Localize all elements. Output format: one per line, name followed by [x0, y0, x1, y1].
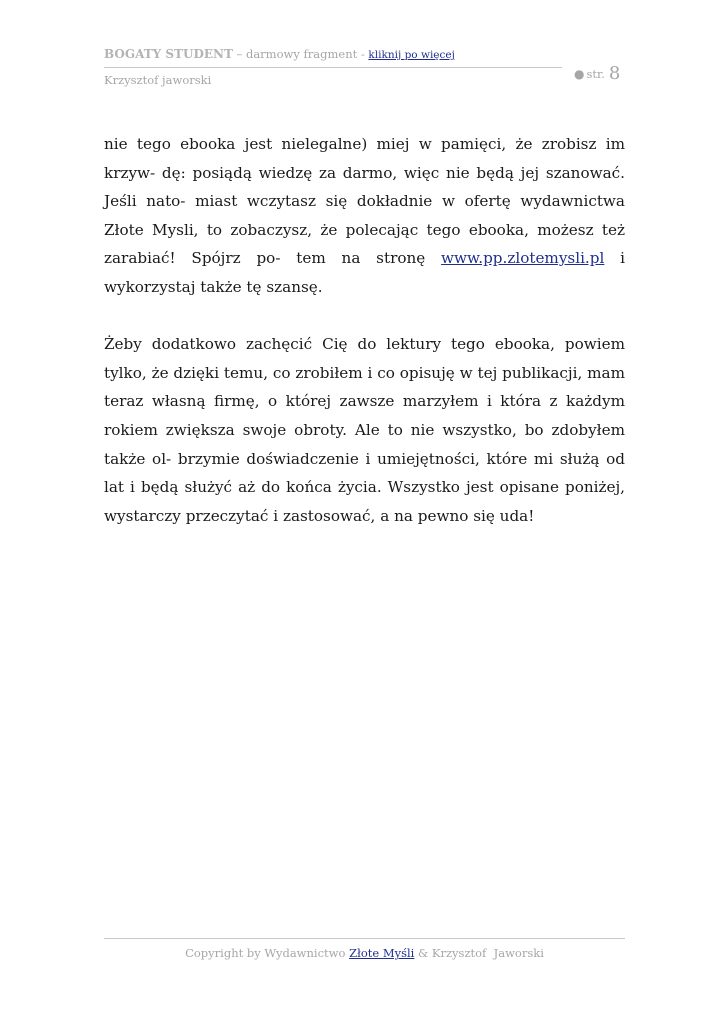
header-divider: [104, 67, 562, 68]
page-footer: [104, 946, 625, 960]
header-author: Krzysztof jaworski: [104, 73, 212, 87]
header-title-line: [104, 46, 624, 62]
footer-copyright: Copyright by Wydawnictwo: [185, 946, 350, 960]
footer-author: & Krzysztof Jaworski: [414, 946, 544, 960]
paragraph-1: [104, 130, 625, 302]
bullet-icon: ●: [574, 67, 585, 81]
website-link[interactable]: www.pp.zlotemysli.pl: [441, 249, 605, 268]
paragraph-1-text: nie tego ebooka jest nielegalne) miej w pamięci, że zrobisz im krzyw- dę: posiądą wiedzę za darmo, więc nie będą jej szanować. Jeśli nato- miast wczytasz się dokładnie w ofertę wydawnictwa Złote Mysli, to zobaczysz, że polecając tego ebooka, możesz też zarabiać! Spójrz po- tem na stronę: [104, 135, 625, 268]
paragraph-2: Żeby dodatkowo zachęcić Cię do lektury tego ebooka, powiem tylko, że dzięki temu, co zrobiłem i co opisuję w tej publikacji, mam teraz własną firmę, o której zawsze marzyłem i która z każdym rokiem zwiększa swoje obroty. Ale to nie wszystko, bo zdobyłem także ol- brzymie doświadczenie i umiejętności, które mi służą od lat i będą służyć aż do końca życia. Wszystko jest opisane poniżej, wystarczy przeczytać i zastosować, a na pewno się uda!: [104, 335, 625, 525]
publisher-link[interactable]: Złote Myśli: [349, 946, 415, 960]
footer-divider: [104, 938, 625, 939]
document-body: [104, 130, 625, 559]
page-header: [104, 46, 624, 87]
more-info-link[interactable]: kliknij po więcej: [368, 49, 455, 61]
page-prefix: str.: [586, 67, 605, 81]
page-indicator: [574, 62, 620, 83]
paragraph-1-text-end: i wykorzystaj także tę szansę.: [104, 249, 625, 296]
book-title: BOGATY STUDENT: [104, 47, 233, 61]
page-number: 8: [608, 63, 621, 84]
header-subtitle: – darmowy fragment -: [232, 47, 369, 61]
